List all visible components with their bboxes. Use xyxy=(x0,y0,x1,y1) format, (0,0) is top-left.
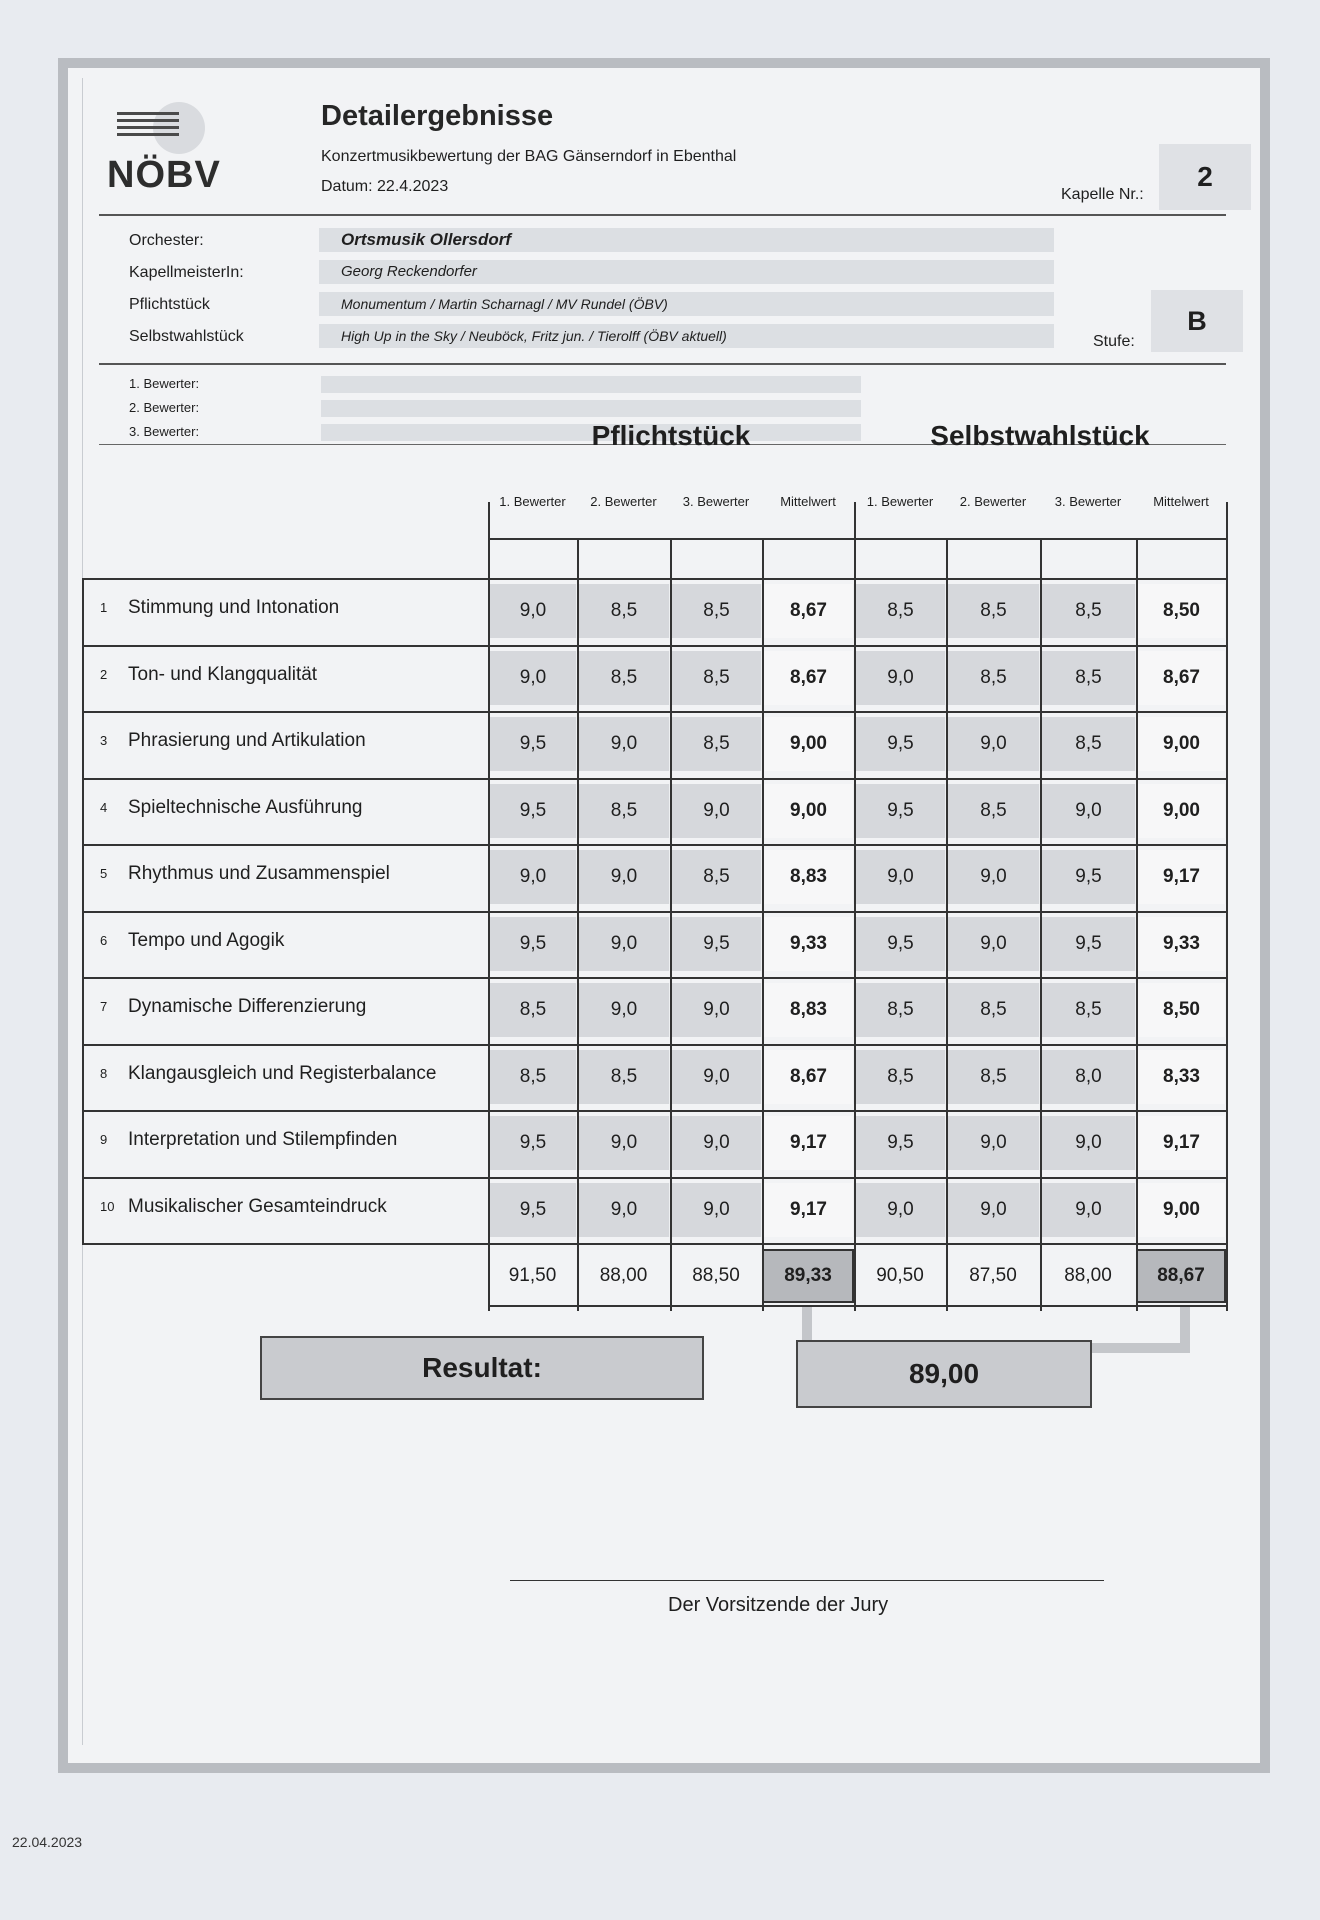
criterion-number: 1 xyxy=(100,600,108,615)
score-cell: 9,0 xyxy=(672,983,762,1037)
grid-line xyxy=(488,1305,1226,1307)
kapellmeister-label: KapellmeisterIn: xyxy=(129,264,244,281)
mean-cell: 9,17 xyxy=(1138,850,1226,904)
page-subtitle: Konzertmusikbewertung der BAG Gänserndorf in Ebenthal xyxy=(321,148,737,165)
criterion-number: 3 xyxy=(100,733,108,748)
pflicht-label: Pflichtstück xyxy=(129,296,210,313)
column-header: 2. Bewerter xyxy=(590,494,657,509)
score-cell: 8,5 xyxy=(579,651,670,705)
logo-lines-icon xyxy=(117,112,179,140)
selbst-value: High Up in the Sky / Neuböck, Fritz jun. / Tierolff (ÖBV aktuell) xyxy=(319,324,1054,348)
mean-cell: 8,50 xyxy=(1138,983,1226,1037)
column-header: 3. Bewerter xyxy=(682,494,750,509)
criterion-number: 5 xyxy=(100,866,108,881)
column-header: Mittelwert xyxy=(1153,494,1209,509)
criterion-name: Tempo und Agogik xyxy=(128,929,285,951)
score-cell: 9,0 xyxy=(672,1183,762,1237)
kapelle-label: Kapelle Nr.: xyxy=(1061,186,1144,203)
score-cell: 9,0 xyxy=(856,850,946,904)
criterion-name: Musikalischer Gesamteindruck xyxy=(128,1195,387,1217)
score-cell: 9,5 xyxy=(490,1116,577,1170)
arrow-segment xyxy=(1180,1307,1190,1343)
sum-mean-cell: 89,33 xyxy=(762,1249,854,1303)
score-cell: 9,0 xyxy=(490,651,577,705)
mean-cell: 8,83 xyxy=(764,850,854,904)
score-cell: 9,0 xyxy=(672,784,762,838)
datum-label: Datum: xyxy=(321,178,373,195)
mean-cell: 9,33 xyxy=(764,917,854,971)
pflicht-value: Monumentum / Martin Scharnagl / MV Rundel (ÖBV) xyxy=(319,292,1054,316)
signature-label: Der Vorsitzende der Jury xyxy=(668,1594,889,1616)
mean-cell: 9,17 xyxy=(764,1116,854,1170)
score-cell: 8,5 xyxy=(579,784,670,838)
score-cell: 9,0 xyxy=(948,1183,1040,1237)
mean-cell: 8,50 xyxy=(1138,584,1226,638)
sum-cell: 87,50 xyxy=(969,1265,1017,1286)
criterion-name: Stimmung und Intonation xyxy=(128,597,340,618)
mean-cell: 9,00 xyxy=(764,717,854,771)
score-cell: 9,5 xyxy=(856,784,946,838)
score-cell: 8,5 xyxy=(948,1050,1040,1104)
bewerter-2-label: 2. Bewerter: xyxy=(129,400,200,415)
orchester-label: Orchester: xyxy=(129,232,204,249)
sum-cell: 88,50 xyxy=(692,1265,740,1286)
sum-cell: 91,50 xyxy=(508,1265,557,1286)
row-separator xyxy=(82,911,1226,913)
mean-cell: 9,33 xyxy=(1138,917,1226,971)
score-cell: 9,5 xyxy=(672,917,762,971)
score-cell: 8,5 xyxy=(672,584,762,638)
row-separator xyxy=(82,1243,1226,1245)
row-separator xyxy=(82,977,1226,979)
column-header: 1. Bewerter xyxy=(866,494,934,509)
score-cell: 9,5 xyxy=(856,1116,946,1170)
score-cell: 9,0 xyxy=(672,1050,762,1104)
score-cell: 8,0 xyxy=(1042,1050,1136,1104)
score-cell: 9,0 xyxy=(579,717,670,771)
score-cell: 9,0 xyxy=(948,1116,1040,1170)
sum-cell: 90,50 xyxy=(876,1265,924,1286)
grid-line xyxy=(82,578,84,1245)
score-cell: 9,5 xyxy=(856,717,946,771)
column-header: 2. Bewerter xyxy=(959,494,1027,509)
criterion-name: Ton- und Klangqualität xyxy=(128,663,318,685)
noebv-logo xyxy=(107,90,227,200)
score-cell: 8,5 xyxy=(672,717,762,771)
kapelle-value: 2 xyxy=(1159,144,1251,210)
mean-cell: 8,67 xyxy=(1138,651,1226,705)
score-cell: 8,5 xyxy=(856,584,946,638)
mean-cell: 9,17 xyxy=(1138,1116,1226,1170)
column-header: Mittelwert xyxy=(780,494,836,509)
criterion-name: Spieltechnische Ausführung xyxy=(128,796,363,818)
criterion-name: Rhythmus und Zusammenspiel xyxy=(128,863,390,884)
score-cell: 9,0 xyxy=(579,1116,670,1170)
result-value: 89,00 xyxy=(796,1340,1092,1408)
group-header-selbst: Selbstwahlstück xyxy=(930,420,1150,451)
score-cell: 8,5 xyxy=(1042,717,1136,771)
score-sheet xyxy=(58,58,1270,1773)
criterion-name: Klangausgleich und Registerbalance xyxy=(128,1062,437,1084)
arrow-segment xyxy=(802,1307,812,1343)
criterion-number: 8 xyxy=(100,1065,108,1081)
score-cell: 9,0 xyxy=(672,1116,762,1170)
row-separator xyxy=(82,578,1226,580)
score-cell: 9,5 xyxy=(490,1183,577,1237)
score-cell: 8,5 xyxy=(490,1050,577,1104)
score-cell: 9,0 xyxy=(856,651,946,705)
criterion-number: 6 xyxy=(100,932,108,948)
mean-cell: 9,00 xyxy=(1138,1183,1226,1237)
score-cell: 8,5 xyxy=(672,850,762,904)
sum-mean-cell: 88,67 xyxy=(1136,1249,1226,1303)
score-cell: 8,5 xyxy=(856,1050,946,1104)
score-cell: 8,5 xyxy=(948,784,1040,838)
score-cell: 8,5 xyxy=(1042,651,1136,705)
score-cell: 9,5 xyxy=(1042,917,1136,971)
mean-cell: 9,17 xyxy=(764,1183,854,1237)
score-cell: 8,5 xyxy=(948,584,1040,638)
score-cell: 9,0 xyxy=(856,1183,946,1237)
score-cell: 8,5 xyxy=(948,651,1040,705)
score-cell: 8,5 xyxy=(490,983,577,1037)
mean-cell: 8,67 xyxy=(764,584,854,638)
criterion-name: Phrasierung und Artikulation xyxy=(128,730,366,751)
score-cell: 9,0 xyxy=(948,917,1040,971)
score-cell: 9,5 xyxy=(490,917,577,971)
bewerter-2-field xyxy=(321,400,861,417)
sum-cell: 88,00 xyxy=(1064,1265,1112,1286)
logo-text: NÖBV xyxy=(107,154,221,196)
bewerter-1-field xyxy=(321,376,861,393)
score-cell: 9,0 xyxy=(490,850,577,904)
score-cell: 8,5 xyxy=(672,651,762,705)
row-separator xyxy=(82,1177,1226,1179)
criterion-number: 10 xyxy=(100,1198,115,1214)
page-title: Detailergebnisse xyxy=(321,100,554,132)
row-separator xyxy=(82,778,1226,780)
date-stamp: 22.04.2023 xyxy=(12,1834,83,1850)
mean-cell: 8,33 xyxy=(1138,1050,1226,1104)
score-cell: 9,0 xyxy=(579,850,670,904)
mean-cell: 9,00 xyxy=(1138,717,1226,771)
sum-cell: 88,00 xyxy=(599,1265,648,1286)
column-header: 1. Bewerter xyxy=(499,494,566,509)
criterion-number: 2 xyxy=(100,666,108,682)
score-cell: 9,5 xyxy=(490,717,577,771)
criterion-number: 4 xyxy=(100,799,108,815)
score-cell: 9,5 xyxy=(856,917,946,971)
score-cell: 9,0 xyxy=(490,584,577,638)
group-header-pflicht: Pflichtstück xyxy=(591,420,751,451)
score-cell: 8,5 xyxy=(1042,983,1136,1037)
stufe-label: Stufe: xyxy=(1093,333,1135,350)
grid-line xyxy=(1226,502,1228,1311)
bewerter-3-label: 3. Bewerter: xyxy=(129,424,200,439)
divider xyxy=(99,363,1226,365)
signature-line xyxy=(510,1580,1104,1581)
score-cell: 9,0 xyxy=(579,983,670,1037)
mean-cell: 8,83 xyxy=(764,983,854,1037)
score-cell: 8,5 xyxy=(948,983,1040,1037)
mean-cell: 9,00 xyxy=(764,784,854,838)
stufe-value: B xyxy=(1151,290,1243,352)
score-cell: 8,5 xyxy=(579,584,670,638)
mean-cell: 8,67 xyxy=(764,1050,854,1104)
criterion-number: 7 xyxy=(100,999,108,1014)
orchester-value: Ortsmusik Ollersdorf xyxy=(319,228,1054,252)
criterion-name: Interpretation und Stilempfinden xyxy=(128,1129,398,1150)
score-cell: 9,0 xyxy=(579,1183,670,1237)
score-cell: 9,5 xyxy=(1042,850,1136,904)
result-label: Resultat: xyxy=(260,1336,704,1400)
criterion-number: 9 xyxy=(100,1132,108,1147)
row-separator xyxy=(82,1044,1226,1046)
datum-value: 22.4.2023 xyxy=(377,178,449,195)
mean-cell: 8,67 xyxy=(764,651,854,705)
score-cell: 8,5 xyxy=(1042,584,1136,638)
column-header: 3. Bewerter xyxy=(1054,494,1122,509)
criterion-name: Dynamische Differenzierung xyxy=(128,996,367,1017)
score-cell: 9,0 xyxy=(1042,1183,1136,1237)
datum xyxy=(321,178,448,196)
row-separator xyxy=(82,711,1226,713)
bewerter-1-label: 1. Bewerter: xyxy=(129,376,200,391)
score-cell: 8,5 xyxy=(579,1050,670,1104)
row-separator xyxy=(82,1110,1226,1112)
score-cell: 9,0 xyxy=(948,717,1040,771)
grid-line xyxy=(488,538,1226,540)
score-cell: 9,0 xyxy=(1042,1116,1136,1170)
mean-cell: 9,00 xyxy=(1138,784,1226,838)
score-cell: 8,5 xyxy=(856,983,946,1037)
kapellmeister-value: Georg Reckendorfer xyxy=(319,260,1054,284)
row-separator xyxy=(82,844,1226,846)
divider xyxy=(99,214,1226,216)
score-cell: 9,0 xyxy=(579,917,670,971)
score-cell: 9,0 xyxy=(1042,784,1136,838)
selbst-label: Selbstwahlstück xyxy=(129,328,244,345)
row-separator xyxy=(82,645,1226,647)
score-cell: 9,0 xyxy=(948,850,1040,904)
score-cell: 9,5 xyxy=(490,784,577,838)
